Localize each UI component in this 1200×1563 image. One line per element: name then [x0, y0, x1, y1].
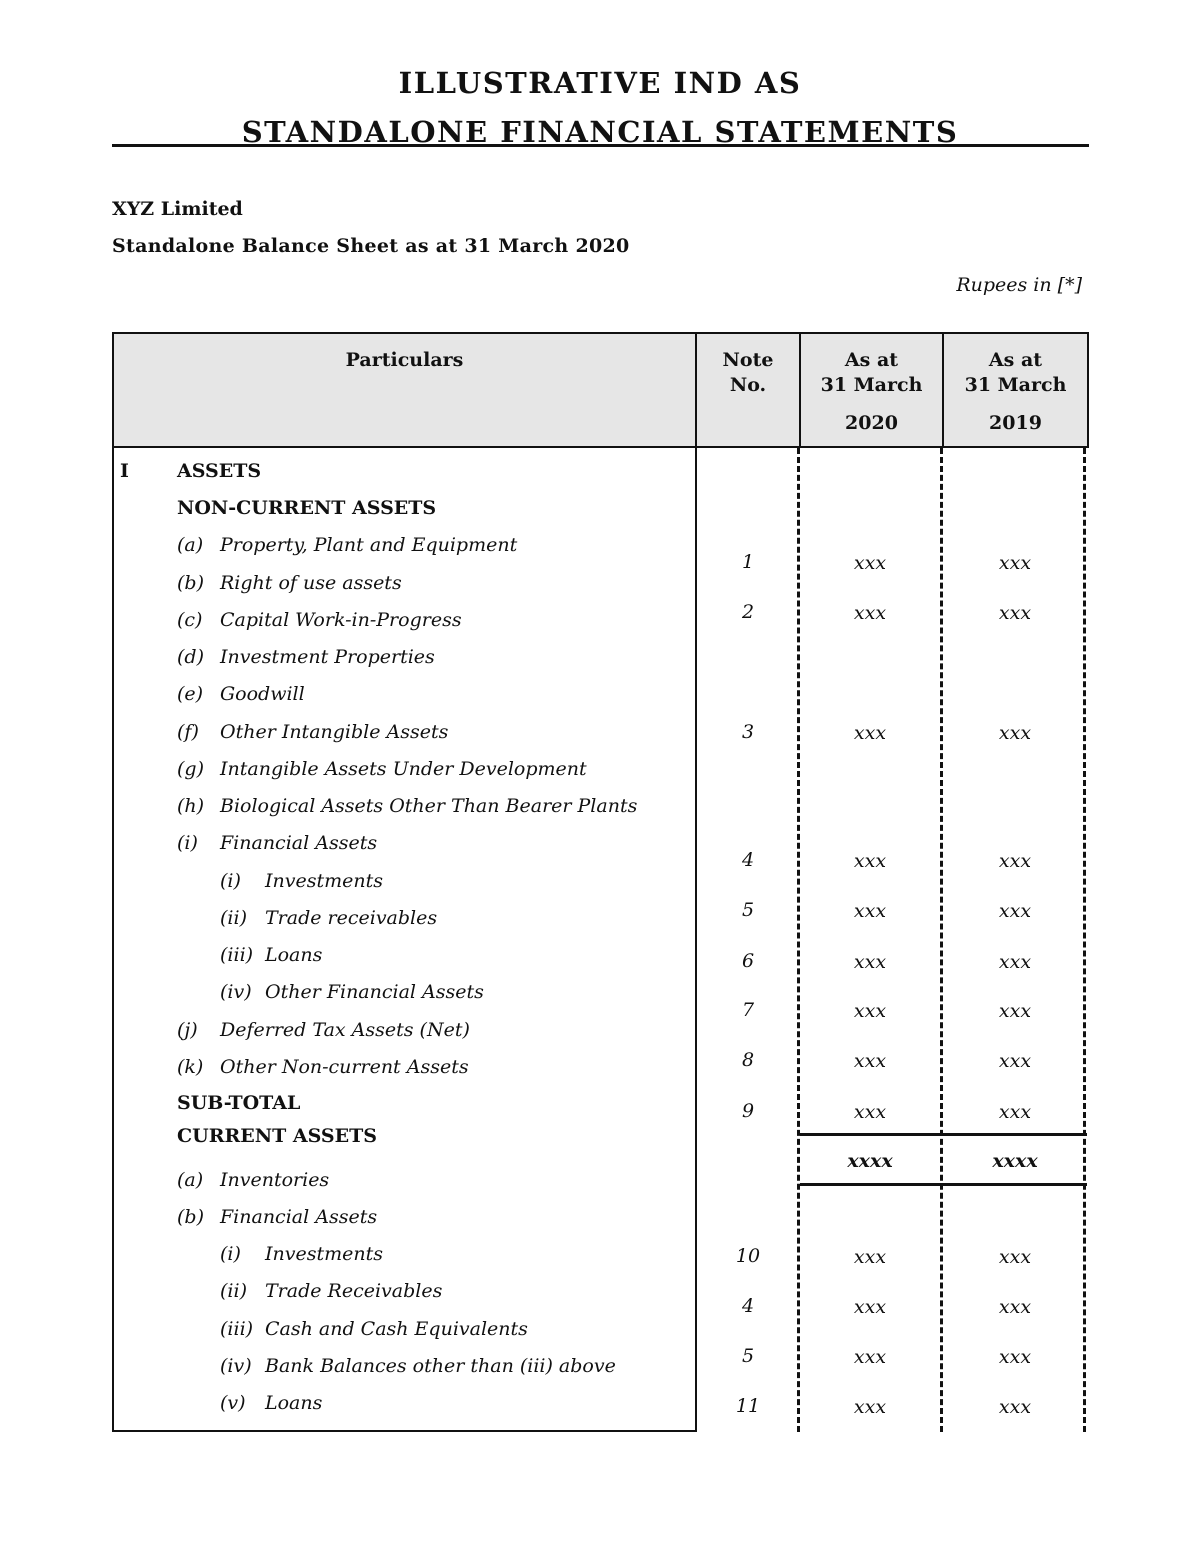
currency-note: Rupees in [*] — [956, 274, 1082, 296]
subtotal-top-rule — [800, 1133, 1087, 1136]
value-2019: xxx — [998, 1396, 1032, 1418]
item-tag: (e) — [177, 683, 204, 705]
subitem-tag: (v) — [220, 1392, 246, 1414]
value-2020: xxx — [853, 602, 887, 624]
value-2020: xxx — [853, 1000, 887, 1022]
section-roman: I — [120, 460, 129, 482]
value-2020: xxx — [853, 1050, 887, 1072]
subitem-label: Cash and Cash Equivalents — [265, 1318, 528, 1340]
subtotal-2019: xxxx — [992, 1150, 1038, 1172]
item-tag: (f) — [177, 721, 199, 743]
item-tag: (h) — [177, 795, 205, 817]
value-2019: xxx — [998, 951, 1032, 973]
item-label: Other Intangible Assets — [220, 721, 449, 743]
note-number: 3 — [741, 721, 755, 743]
subitem-label: Trade receivables — [265, 907, 438, 929]
header-2020-line2: 31 March — [820, 374, 923, 396]
value-2019: xxx — [998, 1296, 1032, 1318]
document-title-line2: STANDALONE FINANCIAL STATEMENTS — [241, 115, 959, 149]
note-number: 5 — [741, 899, 755, 921]
note-number: 8 — [741, 1049, 755, 1071]
note-number: 1 — [741, 551, 755, 573]
note-number: 5 — [741, 1345, 755, 1367]
item-label: Goodwill — [220, 683, 305, 705]
item-tag: (b) — [177, 1206, 204, 1228]
note-number: 9 — [741, 1100, 755, 1122]
item-tag: (j) — [177, 1019, 198, 1041]
item-tag: (k) — [177, 1056, 204, 1078]
header-as-at-2019 — [944, 348, 1087, 436]
item-tag: (a) — [177, 534, 204, 556]
subitem-tag: (iv) — [220, 1355, 252, 1377]
item-label: Inventories — [220, 1169, 330, 1191]
subitem-tag: (i) — [220, 1243, 241, 1265]
header-particulars: Particulars — [345, 349, 464, 371]
header-2019-line1: As at — [988, 349, 1043, 371]
value-2019: xxx — [998, 1346, 1032, 1368]
value-2019: xxx — [998, 722, 1032, 744]
item-tag: (a) — [177, 1169, 204, 1191]
item-label: Other Non-current Assets — [220, 1056, 469, 1078]
item-tag: (i) — [177, 832, 198, 854]
subitem-tag: (i) — [220, 870, 241, 892]
dashed-divider — [940, 448, 943, 1432]
item-tag: (g) — [177, 758, 204, 780]
title-underline — [112, 144, 1089, 147]
item-tag: (b) — [177, 572, 204, 594]
value-2020: xxx — [853, 722, 887, 744]
note-number: 2 — [741, 601, 755, 623]
value-2019: xxx — [998, 1246, 1032, 1268]
subtotal-label: SUB-TOTAL — [177, 1092, 301, 1114]
subitem-label: Investments — [265, 1243, 383, 1265]
company-name: XYZ Limited — [112, 198, 243, 220]
value-2020: xxx — [853, 1101, 887, 1123]
item-tag: (d) — [177, 646, 204, 668]
table-header — [112, 332, 1089, 448]
dashed-divider — [1083, 448, 1086, 1432]
subitem-tag: (iii) — [220, 944, 254, 966]
header-2020-year: 2020 — [845, 412, 898, 434]
subitem-label: Investments — [265, 870, 383, 892]
subitem-label: Trade Receivables — [265, 1280, 443, 1302]
subtotal-bottom-rule — [800, 1183, 1087, 1186]
subitem-tag: (iv) — [220, 981, 252, 1003]
section-assets: ASSETS — [177, 460, 262, 482]
dashed-divider — [797, 448, 800, 1432]
value-2019: xxx — [998, 602, 1032, 624]
item-label: Financial Assets — [220, 832, 378, 854]
value-2020: xxx — [853, 951, 887, 973]
header-as-at-2020 — [801, 348, 942, 436]
value-2019: xxx — [998, 1050, 1032, 1072]
subitem-label: Loans — [265, 1392, 323, 1414]
header-2019-year: 2019 — [989, 412, 1042, 434]
item-label: Financial Assets — [220, 1206, 378, 1228]
value-2020: xxx — [853, 1396, 887, 1418]
subitem-tag: (ii) — [220, 1280, 247, 1302]
subitem-label: Bank Balances other than (iii) above — [265, 1355, 616, 1377]
item-label: Property, Plant and Equipment — [220, 534, 518, 556]
value-2019: xxx — [998, 850, 1032, 872]
value-2020: xxx — [853, 1246, 887, 1268]
value-2019: xxx — [998, 900, 1032, 922]
note-number: 11 — [735, 1395, 761, 1417]
header-note-line1: Note — [722, 349, 774, 371]
item-label: Capital Work-in-Progress — [220, 609, 462, 631]
note-number: 10 — [735, 1245, 761, 1267]
value-2020: xxx — [853, 552, 887, 574]
value-2019: xxx — [998, 1000, 1032, 1022]
statement-title: Standalone Balance Sheet as at 31 March 2020 — [112, 235, 630, 257]
value-2020: xxx — [853, 1296, 887, 1318]
item-tag: (c) — [177, 609, 203, 631]
note-number: 4 — [741, 1295, 755, 1317]
section-non-current: NON-CURRENT ASSETS — [177, 497, 437, 519]
subitem-label: Other Financial Assets — [265, 981, 484, 1003]
item-label: Intangible Assets Under Development — [220, 758, 587, 780]
subitem-label: Loans — [265, 944, 323, 966]
value-2020: xxx — [853, 900, 887, 922]
section-current: CURRENT ASSETS — [177, 1125, 377, 1147]
item-label: Deferred Tax Assets (Net) — [220, 1019, 470, 1041]
value-2019: xxx — [998, 552, 1032, 574]
header-note-line2: No. — [729, 374, 767, 396]
note-number: 6 — [741, 950, 755, 972]
item-label: Investment Properties — [220, 646, 435, 668]
value-2020: xxx — [853, 850, 887, 872]
note-number: 7 — [741, 999, 755, 1021]
item-label: Right of use assets — [220, 572, 402, 594]
value-2020: xxx — [853, 1346, 887, 1368]
subitem-tag: (iii) — [220, 1318, 254, 1340]
subtotal-2020: xxxx — [847, 1150, 893, 1172]
subitem-tag: (ii) — [220, 907, 247, 929]
balance-sheet-table — [112, 332, 1087, 1433]
value-2019: xxx — [998, 1101, 1032, 1123]
note-number: 4 — [741, 849, 755, 871]
header-2020-line1: As at — [844, 349, 899, 371]
document-title-line1: ILLUSTRATIVE IND AS — [398, 66, 802, 100]
item-label: Biological Assets Other Than Bearer Plants — [220, 795, 638, 817]
header-note-no — [697, 348, 799, 398]
header-2019-line2: 31 March — [964, 374, 1067, 396]
